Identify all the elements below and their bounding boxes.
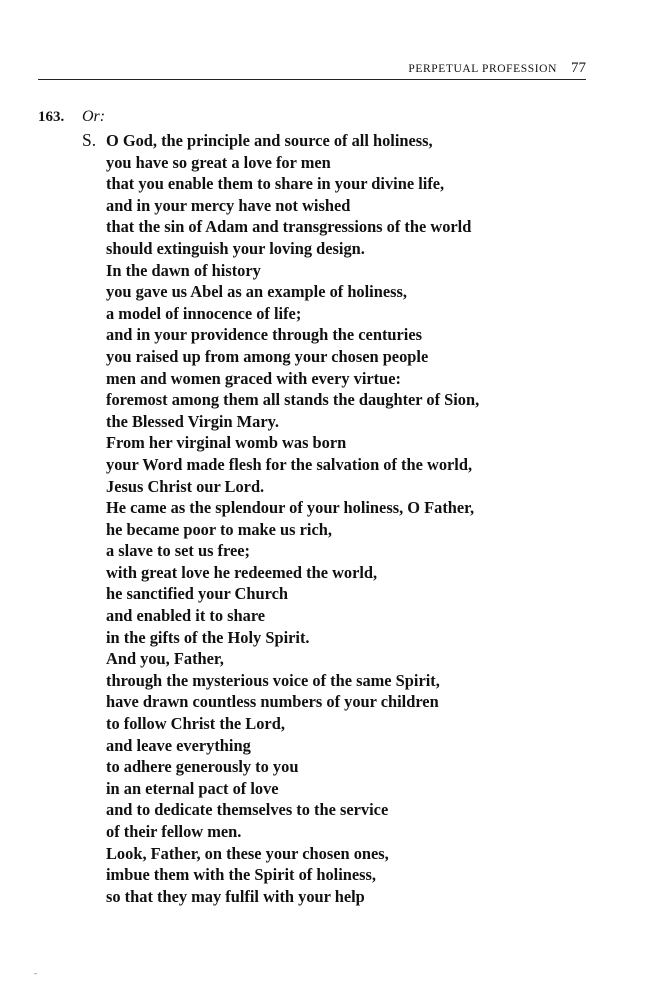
prayer-line: and in your providence through the centuries [106,325,423,345]
prayer-line: so that they may fulfil with your help [106,886,365,906]
prayer-line: O God, the principle and source of all holiness, [106,131,433,150]
prayer-line: and enabled it to share [106,606,266,626]
prayer-line: in the gifts of the Holy Spirit. [106,627,310,647]
prayer-line: you raised up from among your chosen people [106,346,429,366]
corner-mark: - [34,968,37,978]
prayer-line: you gave us Abel as an example of holiness, [106,282,407,302]
prayer-line: men and women graced with every virtue: [106,368,401,388]
prayer-line: have drawn countless numbers of your children [106,692,439,712]
prayer-line: you have so great a love for men [106,152,331,172]
prayer-line: of their fellow men. [106,822,242,841]
prayer-line: And you, Father, [106,649,224,669]
prayer-line: he became poor to make us rich, [106,519,332,539]
running-header [38,56,586,80]
prayer-line: that the sin of Adam and transgressions of the world [106,217,472,237]
prayer-line: to adhere generously to you [106,757,299,777]
running-title: PERPETUAL PROFESSION [408,63,557,75]
prayer-line: should extinguish your loving design. [106,238,365,258]
prayer-line: From her virginal womb was born [106,433,347,453]
prayer-line: a model of innocence of life; [106,303,302,323]
prayer-line: and in your mercy have not wished [106,195,351,215]
prayer-body [106,152,598,908]
prayer-line: Jesus Christ our Lord. [106,476,265,496]
prayer-line: foremost among them all stands the daughter of Sion, [106,390,480,410]
section-heading [38,108,598,130]
prayer-line: In the dawn of history [106,260,261,280]
prayer-line: and to dedicate themselves to the service [106,800,389,820]
section-number: 163. [38,109,65,125]
prayer-line: to follow Christ the Lord, [106,714,285,734]
prayer-line: your Word made flesh for the salvation of the world, [106,454,473,474]
prayer-line: through the mysterious voice of the same Spirit, [106,670,440,690]
prayer-line: in an eternal pact of love [106,778,279,798]
speaker-first-line [38,130,598,152]
prayer-line: the Blessed Virgin Mary. [106,411,280,431]
prayer-line: a slave to set us free; [106,541,250,561]
prayer-line: that you enable them to share in your divine life, [106,174,445,194]
prayer-line: Look, Father, on these your chosen ones, [106,843,389,863]
prayer-section [38,108,598,907]
page-number: 77 [571,60,586,76]
prayer-line: and leave everything [106,735,251,755]
prayer-line: with great love he redeemed the world, [106,562,378,582]
prayer-line: imbue them with the Spirit of holiness, [106,865,377,885]
prayer-line: He came as the splendour of your holiness, O Father, [106,498,475,518]
speaker-marker: S. [82,130,97,150]
section-label: Or: [82,108,106,125]
prayer-line: he sanctified your Church [106,584,288,604]
